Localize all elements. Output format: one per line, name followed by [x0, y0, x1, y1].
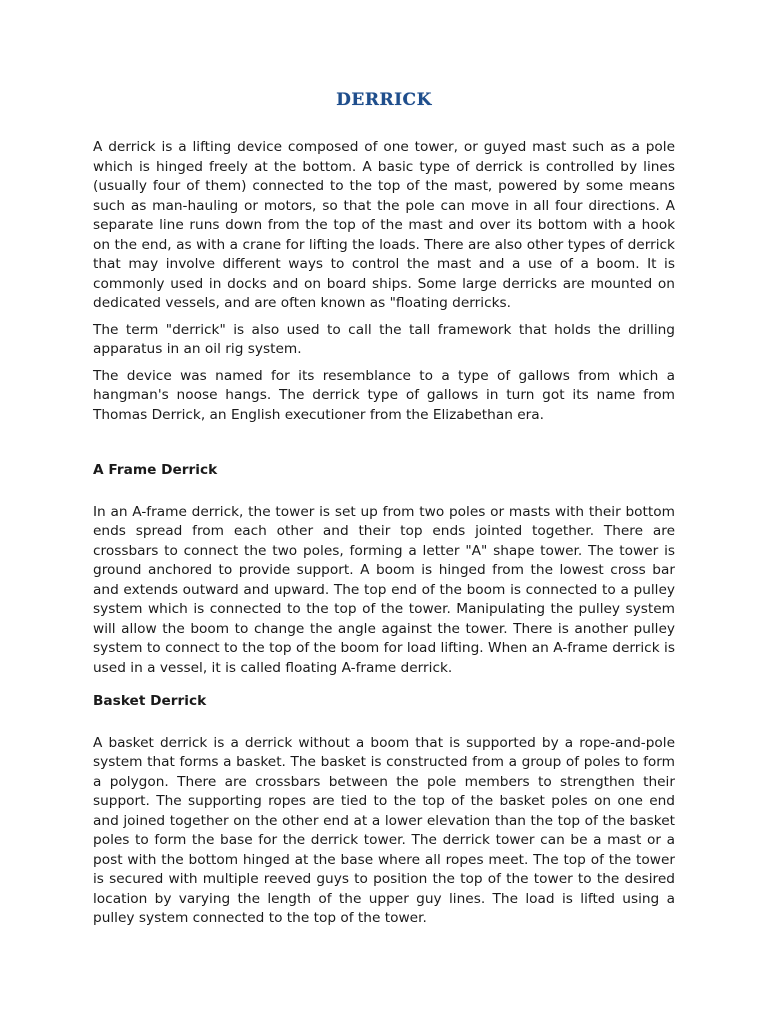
document-title: DERRICK	[336, 90, 432, 110]
section-a-frame-derrick	[93, 461, 675, 678]
section-heading: A Frame Derrick	[93, 462, 218, 478]
section-basket-derrick	[93, 692, 675, 929]
section-body: In an A-frame derrick, the tower is set up from two poles or masts with their bottom ends spread from each other and their top ends jointed together. There are crossbars to connect the two poles, forming a letter "A" shape tower. The tower is ground anchored to provide support. A boom is hinged from the lowest cross bar and extends outward and upward. The top end of the boom is connected to a pulley system which is connected to the top of the tower. Manipulating the pulley system will allow the boom to change the angle against the tower. There is another pulley system to connect to the top of the boom for load lifting. When an A-frame derrick is used in a vessel, it is called floating A-frame derrick.	[93, 503, 675, 676]
document-page	[93, 90, 675, 943]
intro-paragraph: The term "derrick" is also used to call the tall framework that holds the drilling apparatus in an oil rig system.	[93, 321, 675, 357]
intro-paragraph: A derrick is a lifting device composed of one tower, or guyed mast such as a pole which is hinged freely at the bottom. A basic type of derrick is controlled by lines (usually four of them) connected to the top of the mast, powered by some means such as man-hauling or motors, so that the pole can move in all four directions. A separate line runs down from the top of the mast and over its bottom with a hook on the end, as with a crane for lifting the loads. There are also other types of derrick that may involve different ways to control the mast and a use of a boom. It is commonly used in docks and on board ships. Some large derricks are mounted on dedicated vessels, and are often known as "floating derricks.	[93, 139, 675, 311]
intro-paragraph: The device was named for its resemblance to a type of gallows from which a hangman's noose hangs. The derrick type of gallows in turn got its name from Thomas Derrick, an English executioner from the Elizabethan era.	[93, 367, 675, 423]
section-body: A basket derrick is a derrick without a boom that is supported by a rope-and-pole system that forms a basket. The basket is constructed from a group of poles to form a polygon. There are crossbars between the pole members to strengthen their support. The supporting ropes are tied to the top of the basket poles on one end and joined together on the other end at a lower elevation than the top of the basket poles to form the base for the derrick tower. The derrick tower can be a mast or a post with the bottom hinged at the base where all ropes meet. The top of the tower is secured with multiple reeved guys to position the top of the tower to the desired location by varying the length of the upper guy lines. The load is lifted using a pulley system connected to the top of the tower.	[93, 734, 675, 926]
section-heading: Basket Derrick	[93, 693, 207, 709]
